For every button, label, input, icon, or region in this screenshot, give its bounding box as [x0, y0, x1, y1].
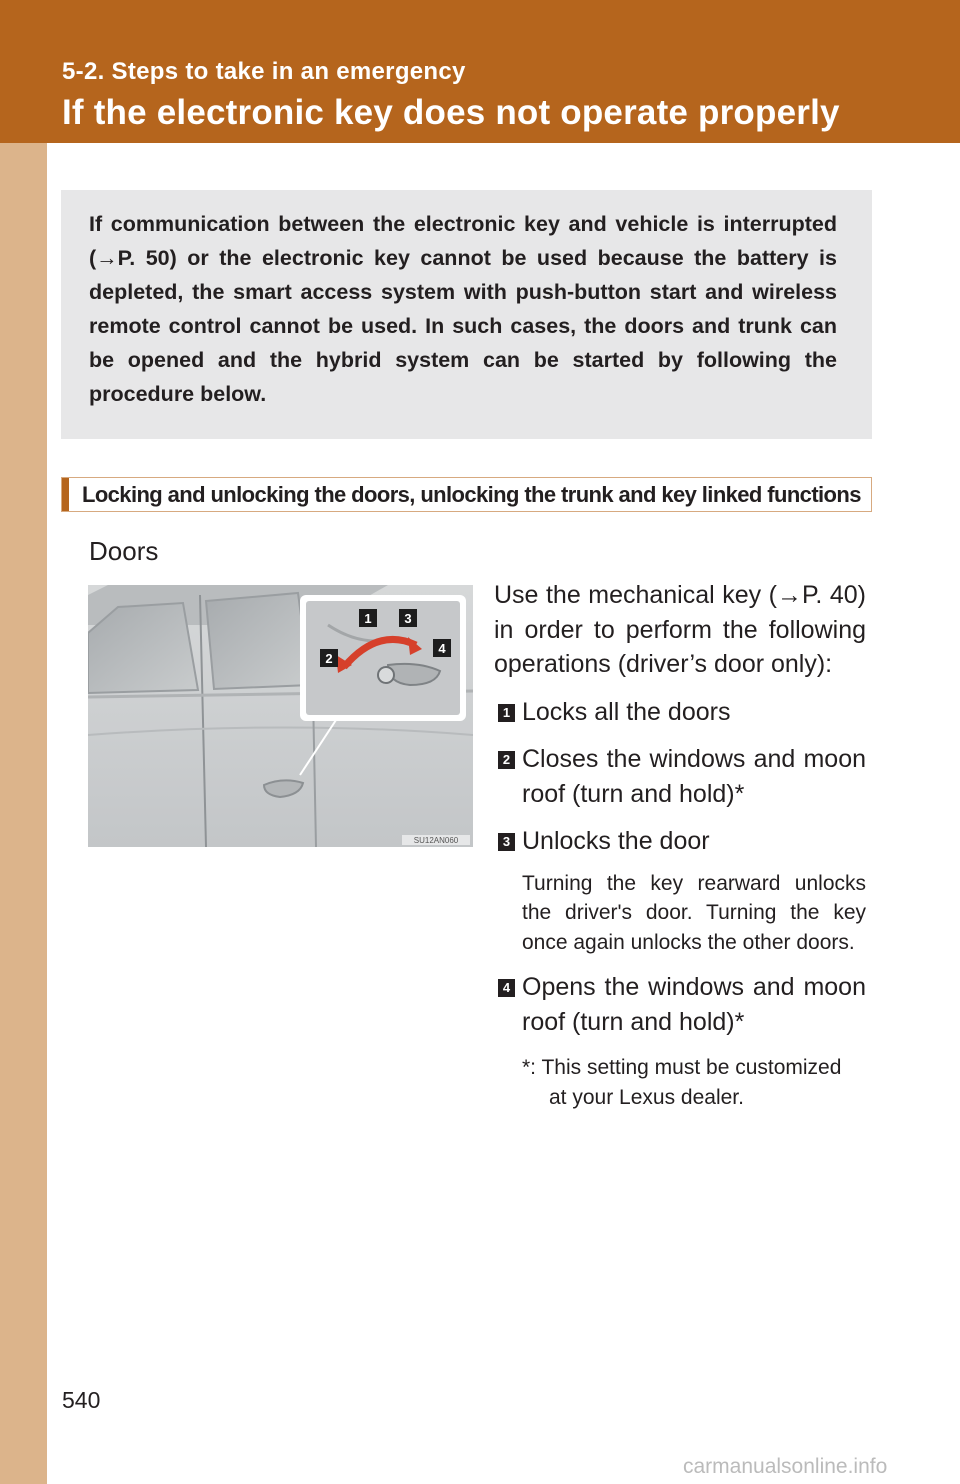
step-text-1: Locks all the doors — [522, 697, 731, 726]
side-strip — [0, 140, 47, 1484]
footnote — [494, 1053, 866, 1112]
page-number: 540 — [62, 1387, 101, 1413]
step-1 — [494, 695, 866, 730]
callout-3: 3 — [404, 611, 412, 626]
figure-code: SU12AN060 — [413, 836, 459, 845]
callout-2: 2 — [325, 651, 333, 666]
doors-heading: Doors — [89, 536, 159, 566]
intro-box — [61, 190, 872, 439]
subsection-banner — [61, 477, 872, 512]
step-number-4: 4 — [498, 979, 515, 997]
door-lock-illustration — [88, 585, 473, 847]
section-label: 5-2. Steps to take in an emergency — [62, 58, 466, 85]
doors-instruction: Use the mechanical key (→P. 40) in order to perform the following operations (driver’s door only): — [494, 581, 866, 678]
site-watermark: carmanualsonline.info — [683, 1455, 888, 1478]
front-window — [206, 593, 310, 689]
callout-4: 4 — [438, 641, 446, 656]
door-illustration-svg — [88, 585, 473, 847]
step-3-note: Turning the key rearward unlocks the driver's door. Turning the key once again unlocks the other doors. — [522, 871, 866, 954]
step-number-1: 1 — [498, 704, 515, 722]
step-number-2: 2 — [498, 751, 515, 769]
callout-1: 1 — [364, 611, 372, 626]
chapter-header — [0, 0, 960, 143]
footnote-line-2: at your Lexus dealer. — [549, 1085, 744, 1109]
step-2 — [494, 742, 866, 811]
key-cylinder — [378, 667, 394, 683]
doors-instructions — [494, 578, 866, 1112]
step-4 — [494, 970, 866, 1039]
step-3 — [494, 824, 866, 859]
step-text-4: Opens the windows and moon roof (turn and hold)* — [522, 973, 866, 1036]
banner-accent — [62, 478, 69, 511]
intro-text: If communication between the electronic key and vehicle is interrupted (→P. 50) or the electronic key cannot be used because the battery is depleted, the smart access system with push-button start and wireless remote control cannot be used. In such cases, the doors and trunk can be opened and the hybrid system can be started by following the procedure below. — [89, 212, 837, 406]
step-text-2: Closes the windows and moon roof (turn and hold)* — [522, 745, 866, 808]
footnote-line-1: *: This setting must be customized — [522, 1056, 842, 1079]
step-text-3: Unlocks the door — [522, 827, 710, 855]
page-title: If the electronic key does not operate properly — [62, 93, 840, 132]
subsection-title: Locking and unlocking the doors, unlocking the trunk and key linked functions — [82, 482, 861, 507]
step-number-3: 3 — [498, 833, 515, 851]
